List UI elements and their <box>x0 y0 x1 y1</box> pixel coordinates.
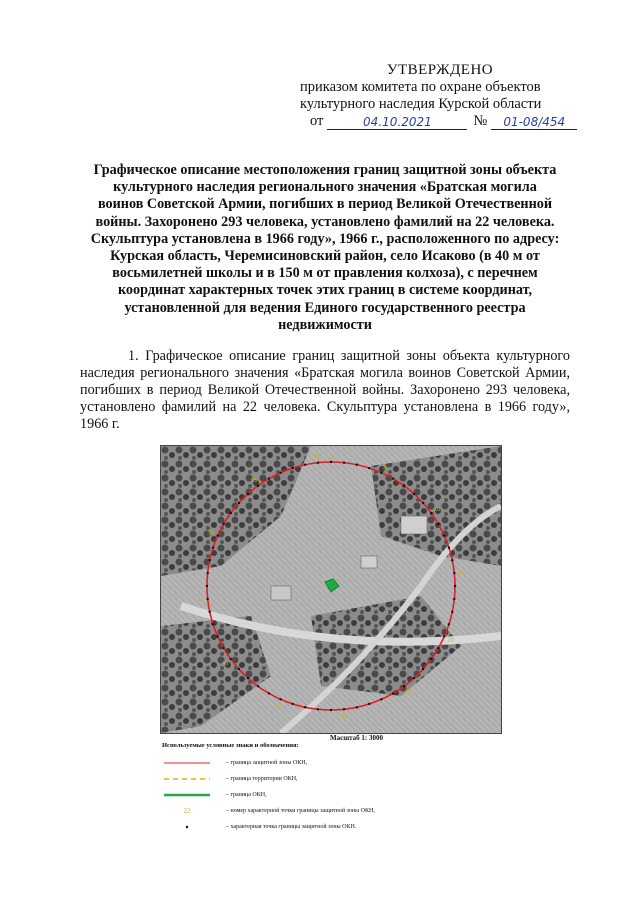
characteristic-point <box>292 703 294 705</box>
characteristic-point <box>230 512 232 514</box>
characteristic-point <box>238 668 240 670</box>
point-number-symbol: 22 <box>183 807 191 815</box>
legend-text: – номер характерной точки границы защитной зоны ОКН, <box>226 808 375 814</box>
characteristic-point <box>454 585 456 587</box>
characteristic-point <box>356 464 358 466</box>
approval-heading: УТВЕРЖДЕНО <box>386 62 494 78</box>
legend-zone-boundary <box>162 758 462 770</box>
section-paragraph <box>80 348 570 433</box>
characteristic-point <box>304 706 306 708</box>
yellow-dashed-line-icon <box>162 774 212 784</box>
legend-territory-boundary <box>162 774 462 786</box>
point-number-label: 40 <box>221 661 229 667</box>
legend-text: – характерная точка границы защитной зоны ОКН. <box>226 824 357 830</box>
characteristic-point <box>437 523 439 525</box>
characteristic-point <box>238 502 240 504</box>
characteristic-point <box>209 559 211 561</box>
characteristic-point <box>217 635 219 637</box>
characteristic-point <box>368 467 370 469</box>
characteristic-point <box>317 708 319 710</box>
map-image <box>161 446 501 733</box>
characteristic-point <box>212 623 214 625</box>
characteristic-point <box>247 493 249 495</box>
approval-block <box>300 62 600 130</box>
legend-title: Используемые условные знаки и обозначения: <box>162 742 299 749</box>
characteristic-point <box>230 658 232 660</box>
characteristic-point <box>207 572 209 574</box>
characteristic-point <box>257 485 259 487</box>
from-label: от <box>310 113 324 129</box>
legend-text: – граница защитной зоны ОКН, <box>226 760 308 766</box>
point-number-label: 20 <box>447 637 454 644</box>
characteristic-point <box>212 547 214 549</box>
approval-line-1: приказом комитета по охране объектов <box>300 79 541 95</box>
legend-text: – граница ОКН, <box>226 792 267 798</box>
characteristic-point <box>217 534 219 536</box>
characteristic-point <box>430 512 432 514</box>
characteristic-point <box>343 708 345 710</box>
characteristic-point <box>392 477 394 479</box>
characteristic-point <box>448 623 450 625</box>
characteristic-point <box>209 611 211 613</box>
point-number-label: 1 <box>329 453 333 459</box>
legend-characteristic-point <box>162 822 462 834</box>
characteristic-point <box>443 635 445 637</box>
characteristic-point <box>451 559 453 561</box>
date-field <box>327 114 467 130</box>
approval-line-2: культурного наследия Курской области <box>300 96 542 112</box>
point-number-label: 50 <box>208 530 215 537</box>
characteristic-point <box>392 692 394 694</box>
characteristic-point <box>356 706 358 708</box>
point-number-label: 15 <box>458 570 465 577</box>
red-line-icon <box>162 758 212 768</box>
approval-date-row <box>300 113 600 130</box>
characteristic-point <box>247 677 249 679</box>
characteristic-point <box>413 677 415 679</box>
point-number-label: 30 <box>341 714 348 721</box>
point-number-label: 5 <box>382 464 386 471</box>
number-field <box>491 114 577 130</box>
characteristic-point <box>368 703 370 705</box>
number-label: № <box>473 113 488 129</box>
characteristic-point <box>292 467 294 469</box>
characteristic-point <box>437 647 439 649</box>
characteristic-point <box>422 502 424 504</box>
legend-point-number <box>162 806 462 818</box>
green-line-icon <box>162 790 212 800</box>
characteristic-point <box>222 647 224 649</box>
characteristic-point <box>330 709 332 711</box>
point-number-label: 55 <box>250 478 258 484</box>
characteristic-point <box>268 477 270 479</box>
characteristic-point <box>380 472 382 474</box>
legend-text: – граница территории ОКН, <box>226 776 298 782</box>
characteristic-point <box>317 462 319 464</box>
point-number-label: 10 <box>433 507 441 513</box>
characteristic-point <box>453 572 455 574</box>
characteristic-point <box>268 692 270 694</box>
approval-date: 04.10.2021 <box>363 115 432 129</box>
dot-icon <box>162 822 212 832</box>
characteristic-point <box>443 534 445 536</box>
characteristic-point <box>380 698 382 700</box>
characteristic-point <box>430 658 432 660</box>
point-number-label: 25 <box>404 690 412 696</box>
characteristic-point <box>422 668 424 670</box>
characteristic-point <box>451 611 453 613</box>
paragraph-text: 1. Графическое описание границ защитной зоны объекта культурного наследия регионального значения «Братская могила воинов Советской Армии, погибших в период Великой Отечественной войны. Захоронено 293 человека, установлено фамилий на 22 человека. Скульптура установлена в 1966 году», 1966 г. <box>80 348 570 432</box>
point-number-label: 35 <box>274 703 281 710</box>
characteristic-point <box>330 461 332 463</box>
map-scale: Масштаб 1: 3000 <box>330 734 383 742</box>
characteristic-point <box>448 547 450 549</box>
characteristic-point <box>207 598 209 600</box>
point-number-label: 45 <box>197 597 204 604</box>
characteristic-point <box>279 698 281 700</box>
approval-number: 01-08/454 <box>503 115 566 129</box>
characteristic-point <box>403 485 405 487</box>
characteristic-point <box>453 598 455 600</box>
characteristic-point <box>413 493 415 495</box>
characteristic-point <box>222 523 224 525</box>
legend-okn-boundary <box>162 790 462 802</box>
point-number-label: 60 <box>314 453 321 460</box>
characteristic-point <box>343 462 345 464</box>
characteristic-point <box>206 585 208 587</box>
characteristic-point <box>257 685 259 687</box>
characteristic-point <box>279 472 281 474</box>
document-title: Графическое описание местоположения границ защитной зоны объекта культурного наследия регионального значения «Братская могила воинов Советской Армии, погибших в период Великой Отечественной войны. Захоронено 293 человека, установлено фамилий на 22 человека. Скульптура установлена в 1966 году», 1966 г., расположенного по адресу: Курская область, Черемисиновский район, село Исаково (в 40 м от восьмилетней школы и в 150 м от правления колхоза), с перечнем координат характерных точек этих границ в системе координат, установленной для ведения Единого государственного реестра недвижимости <box>90 162 560 333</box>
characteristic-point <box>403 685 405 687</box>
characteristic-point <box>304 464 306 466</box>
aerial-map <box>160 445 502 734</box>
